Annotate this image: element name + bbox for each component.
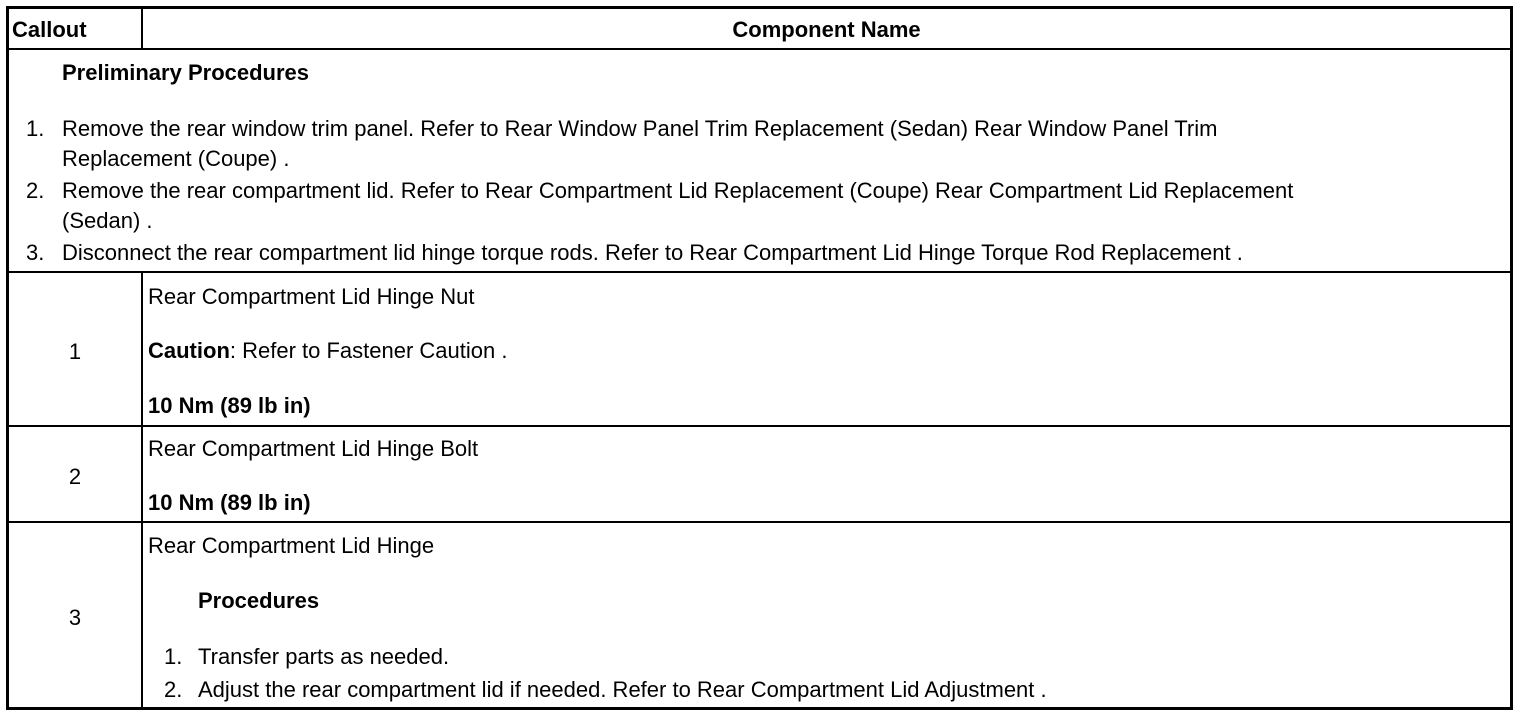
row-3-component-name: Rear Compartment Lid Hinge	[148, 533, 435, 558]
prelim-step-1-line-2: Replacement (Coupe) .	[62, 146, 290, 171]
row-3-step-1-text: Transfer parts as needed.	[198, 644, 450, 669]
row-1-component-name: Rear Compartment Lid Hinge Nut	[148, 284, 475, 309]
prelim-step-2-line-2: (Sedan) .	[62, 208, 153, 233]
row-3-callout: 3	[68, 605, 82, 630]
prelim-step-3-number: 3.	[26, 240, 45, 265]
row-1-callout: 1	[68, 339, 82, 364]
row-3-procedures-title: Procedures	[198, 588, 320, 613]
header-callout: Callout	[12, 17, 87, 42]
component-table	[6, 6, 1513, 710]
caution-label: Caution	[148, 338, 230, 363]
header-component-name: Component Name	[732, 17, 921, 42]
prelim-step-1-number: 1.	[26, 116, 45, 141]
header-divider	[9, 48, 1510, 50]
row-1-caution	[148, 338, 507, 364]
prelim-step-2-number: 2.	[26, 178, 45, 203]
caution-text: : Refer to Fastener Caution .	[229, 338, 508, 363]
prelim-step-3-line-1: Disconnect the rear compartment lid hinge torque rods. Refer to Rear Compartment Lid Hinge Torque Rod Replacement .	[62, 240, 1243, 265]
row-1-divider	[9, 425, 1510, 427]
row-2-torque: 10 Nm (89 lb in)	[148, 490, 311, 515]
prelim-step-2-line-1: Remove the rear compartment lid. Refer to Rear Compartment Lid Replacement (Coupe) Rear Compartment Lid Replacement	[62, 178, 1294, 203]
row-2-callout: 2	[68, 464, 82, 489]
row-3-step-1-number: 1.	[164, 644, 183, 669]
row-1-torque: 10 Nm (89 lb in)	[148, 393, 311, 418]
body-column-divider	[141, 271, 143, 707]
row-3-step-2-number: 2.	[164, 677, 183, 702]
preliminary-divider	[9, 271, 1510, 273]
row-2-divider	[9, 521, 1510, 523]
preliminary-title: Preliminary Procedures	[62, 60, 310, 85]
row-2-component-name: Rear Compartment Lid Hinge Bolt	[148, 436, 479, 461]
row-3-step-2-text: Adjust the rear compartment lid if needed. Refer to Rear Compartment Lid Adjustment .	[198, 677, 1047, 702]
prelim-step-1-line-1: Remove the rear window trim panel. Refer to Rear Window Panel Trim Replacement (Sedan) Rear Window Panel Trim	[62, 116, 1218, 141]
